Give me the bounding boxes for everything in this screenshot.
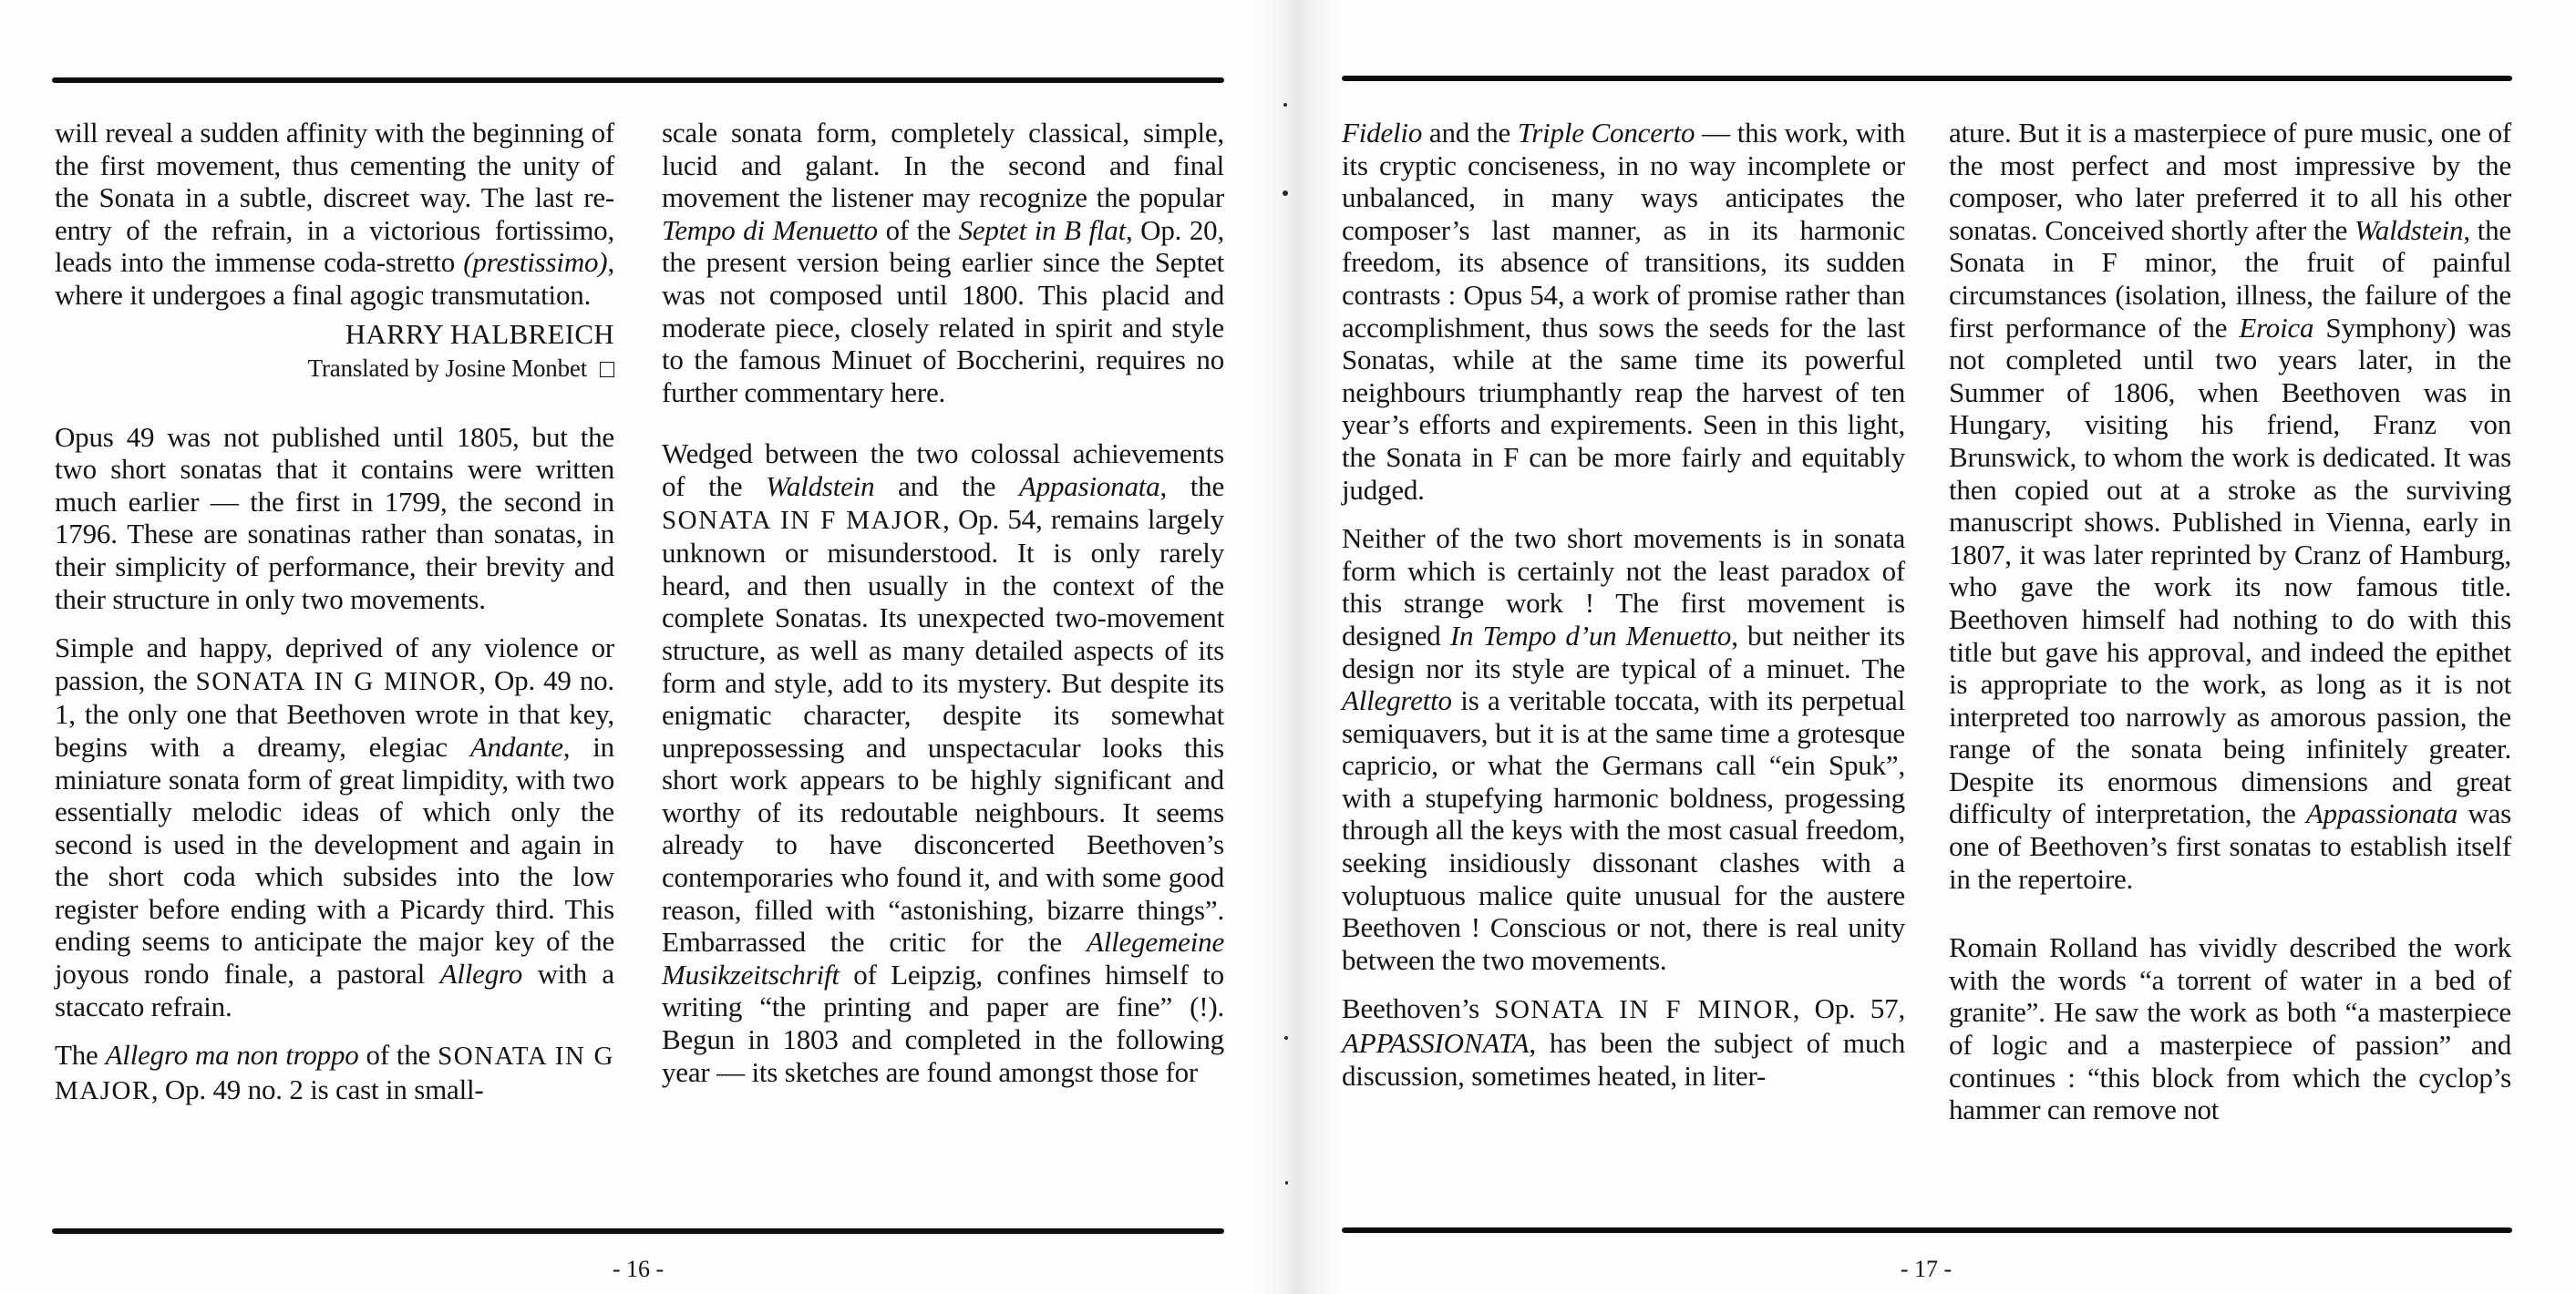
column-3 (1342, 117, 1905, 1092)
page-17 (1276, 0, 2576, 1294)
bottom-rule (1342, 1227, 2512, 1233)
paragraph: Beethoven’s SONATA IN F MINOR, Op. 57, APPASSIONATA, has been the subject of much discussion, sometimes heated, in liter- (1342, 992, 1905, 1092)
top-rule (52, 77, 1224, 83)
paragraph: Opus 49 was not published until 1805, but the two short sonatas that it contains were written much earlier — the first in 1799, the second in 1796. These are sonatinas rather than sonatas, in their simplicity of performance, their brevity and their structure in only two movements. (55, 420, 614, 615)
page-number: - 16 - (612, 1256, 665, 1282)
byline (55, 317, 614, 385)
paragraph: ature. But it is a masterpiece of pure music, one of the most perfect and most impressive by the composer, who later preferred it to all his other sonatas. Conceived shortly after the Waldstein, the Sonata in F minor, the fruit of painful circumstances (isolation, illness, the failure of the first performance of the Eroica Symphony) was not completed until two years later, in the Summer of 1806, when Beethoven was in Hungary, visiting his friend, Franz von Brunswick, to whom the work is dedicated. It was then copied out at a stroke as the surviving manuscript shows. Published in Vienna, early in 1807, it was later reprinted by Cranz of Hamburg, who gave the work its now famous title. Beethoven himself had nothing to do with this title but gave his approval, and indeed the epithet is appropriate to the work, as long as it is not interpreted too narrowly as amorous passion, the range of the sonata being infinitely greater. Despite its enormous dimensions and great difficulty of interpretation, the Appassionata was one of Beethoven’s first sonatas to establish itself in the repertoire. (1949, 117, 2511, 895)
bottom-rule (52, 1228, 1224, 1234)
column-1 (55, 117, 614, 1107)
column-2 (662, 117, 1224, 1088)
paragraph: Neither of the two short movements is in sonata form which is certainly not the least paradox of this strange work ! The first movement is designed In Tempo d’un Menuetto, but neither its design nor its style are typical of a minuet. The Allegretto is a veritable toccata, with its perpetual semiquavers, but it is at the same time a grotesque capricio, or what the Germans call “ein Spuk”, with a stupefying harmonic boldness, progessing through all the keys with the most casual freedom, seeking insidiously dissonant clashes with a voluptuous malice quite unusual for the austere Beethoven ! Conscious or not, there is real unity between the two movements. (1342, 522, 1905, 976)
page-number: - 17 - (1900, 1256, 1953, 1282)
end-of-article-box-icon (600, 362, 614, 377)
paragraph: Fidelio and the Triple Concerto — this work, with its cryptic conciseness, in no way incomplete or unbalanced, in many ways anticipates the composer’s last manner, as in its harmonic freedom, its absence of transitions, its sudden contrasts : Opus 54, a work of promise rather than accomplishment, thus sows the seeds for the last Sonatas, while at the same time its powerful neighbours triumphantly reap the harvest of ten year’s efforts and expirements. Seen in this light, the Sonata in F can be more fairly and equitably judged. (1342, 117, 1906, 506)
translator-credit: Translated by Josine Monbet (55, 352, 614, 385)
column-4 (1949, 117, 2511, 1126)
paragraph: scale sonata form, completely classical, simple, lucid and galant. In the second and final movement the listener may recognize the popular Tempo di Menuetto of the Septet in B flat, Op. 20, the present version being earlier since the Septet was not composed until 1800. This placid and moderate piece, closely related in spirit and style to the famous Minuet of Boccherini, requires no further commentary here. (662, 117, 1224, 408)
page-16 (0, 0, 1276, 1294)
paragraph: Wedged between the two colossal achievements of the Waldstein and the Appasionata, the SONATA IN F MAJOR, Op. 54, remains largely unknown or misunderstood. It is only rarely heard, and then usually in the context of the complete Sonatas. Its unexpected two-movement structure, as well as many detailed aspects of its form and style, add to its mystery. But despite its enigmatic character, despite its somewhat unprepossessing and unspectacular looks this short work appears to be highly significant and worthy of its redoutable neighbours. It seems already to have disconcerted Beethoven’s contemporaries who found it, and with some good reason, filled with “astonishing, bizarre things”. Embarrassed the critic for the Allegemeine Musikzeitschrift of Leipzig, confines himself to writing “the printing and paper are fine” (!). Begun in 1803 and completed in the following year — its sketches are found amongst those for (662, 437, 1224, 1088)
paragraph: The Allegro ma non troppo of the SONATA IN G MAJOR, Op. 49 no. 2 is cast in small- (55, 1039, 614, 1105)
paragraph: Romain Rolland has vividly described the work with the words “a torrent of water in a bed of granite”. He saw the work as both “a masterpiece of logic and a masterpiece of passion” and continues : “this block from which the cyclop’s hammer can remove not (1949, 931, 2511, 1126)
paragraph: Simple and happy, deprived of any violence or passion, the SONATA IN G MINOR, Op. 49 no. 1, the only one that Beethoven wrote in that key, begins with a dreamy, elegiac Andante, in miniature sonata form of great limpidity, with two essentially melodic ideas of which only the second is used in the development and again in the short coda which subsides into the low register before ending with a Picardy third. This ending seems to anticipate the major key of the joyous rondo finale, a pastoral Allegro with a staccato refrain. (55, 632, 614, 1022)
author-name: HARRY HALBREICH (345, 317, 614, 350)
top-rule (1342, 76, 2512, 81)
paragraph: will reveal a sudden affinity with the beginning of the first movement, thus cementing the unity of the Sonata in a subtle, discreet way. The last re-entry of the refrain, in a victorious fortissimo, leads into the immense coda-stretto (prestissimo), where it undergoes a final agogic transmutation. (55, 117, 614, 311)
